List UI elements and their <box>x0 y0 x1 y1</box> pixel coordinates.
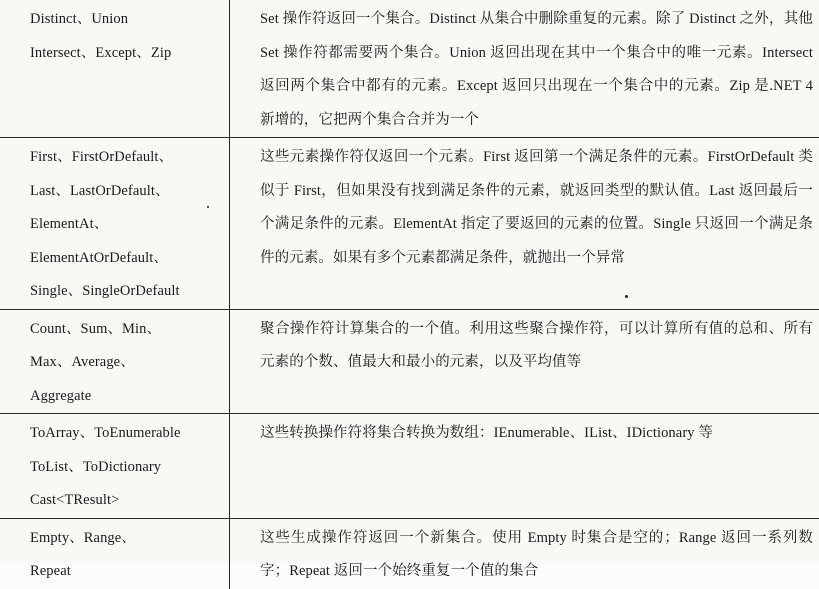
operator-name: Count、Sum、Min、 <box>30 313 229 347</box>
operator-name: Cast<TResult> <box>30 484 229 518</box>
operator-name: Intersect、Except、Zip <box>30 37 229 71</box>
table-row <box>0 518 819 589</box>
print-speck <box>207 206 209 208</box>
operator-name: ElementAtOrDefault、 <box>30 242 229 276</box>
description-cell: Set 操作符返回一个集合。Distinct 从集合中删除重复的元素。除了 Distinct 之外，其他 Set 操作符都需要两个集合。Union 返回出现在其中一个集合中的唯一元素。Intersect 返回两个集合中都有的元素。Except 返回只出现在一个集合中的元素。Zip 是.NET 4 新增的，它把两个集合合并为一个 <box>230 0 819 138</box>
operator-name: First、FirstOrDefault、 <box>30 141 229 175</box>
operator-name: Distinct、Union <box>30 3 229 37</box>
print-speck <box>625 295 628 298</box>
table-row <box>0 414 819 519</box>
description-cell: 这些生成操作符返回一个新集合。使用 Empty 时集合是空的；Range 返回一系列数字；Repeat 返回一个始终重复一个值的集合 <box>230 518 819 589</box>
operator-name: Aggregate <box>30 380 229 414</box>
table-row <box>0 0 819 138</box>
description-cell: 这些元素操作符仅返回一个元素。First 返回第一个满足条件的元素。FirstOrDefault 类似于 First，但如果没有找到满足条件的元素，就返回类型的默认值。Last 返回最后一个满足条件的元素。ElementAt 指定了要返回的元素的位置。Single 只返回一个满足条件的元素。如果有多个元素都满足条件，就抛出一个异常 <box>230 138 819 310</box>
operator-name: Repeat <box>30 555 229 589</box>
operator-name: Empty、Range、 <box>30 522 229 556</box>
operator-name: ToArray、ToEnumerable <box>30 417 229 451</box>
operator-name: Last、LastOrDefault、 <box>30 175 229 209</box>
operator-name: Single、SingleOrDefault <box>30 275 229 309</box>
operator-names-cell <box>0 0 230 138</box>
operator-names-cell <box>0 138 230 310</box>
table-row <box>0 309 819 414</box>
description-cell: 这些转换操作符将集合转换为数组：IEnumerable、IList、IDictionary 等 <box>230 414 819 519</box>
operator-names-cell <box>0 309 230 414</box>
table-row <box>0 138 819 310</box>
description-cell: 聚合操作符计算集合的一个值。利用这些聚合操作符，可以计算所有值的总和、所有元素的个数、值最大和最小的元素，以及平均值等 <box>230 309 819 414</box>
operator-name: ToList、ToDictionary <box>30 451 229 485</box>
operator-names-cell <box>0 518 230 589</box>
operator-names-cell <box>0 414 230 519</box>
operator-name: ElementAt、 <box>30 208 229 242</box>
operator-name: Max、Average、 <box>30 346 229 380</box>
